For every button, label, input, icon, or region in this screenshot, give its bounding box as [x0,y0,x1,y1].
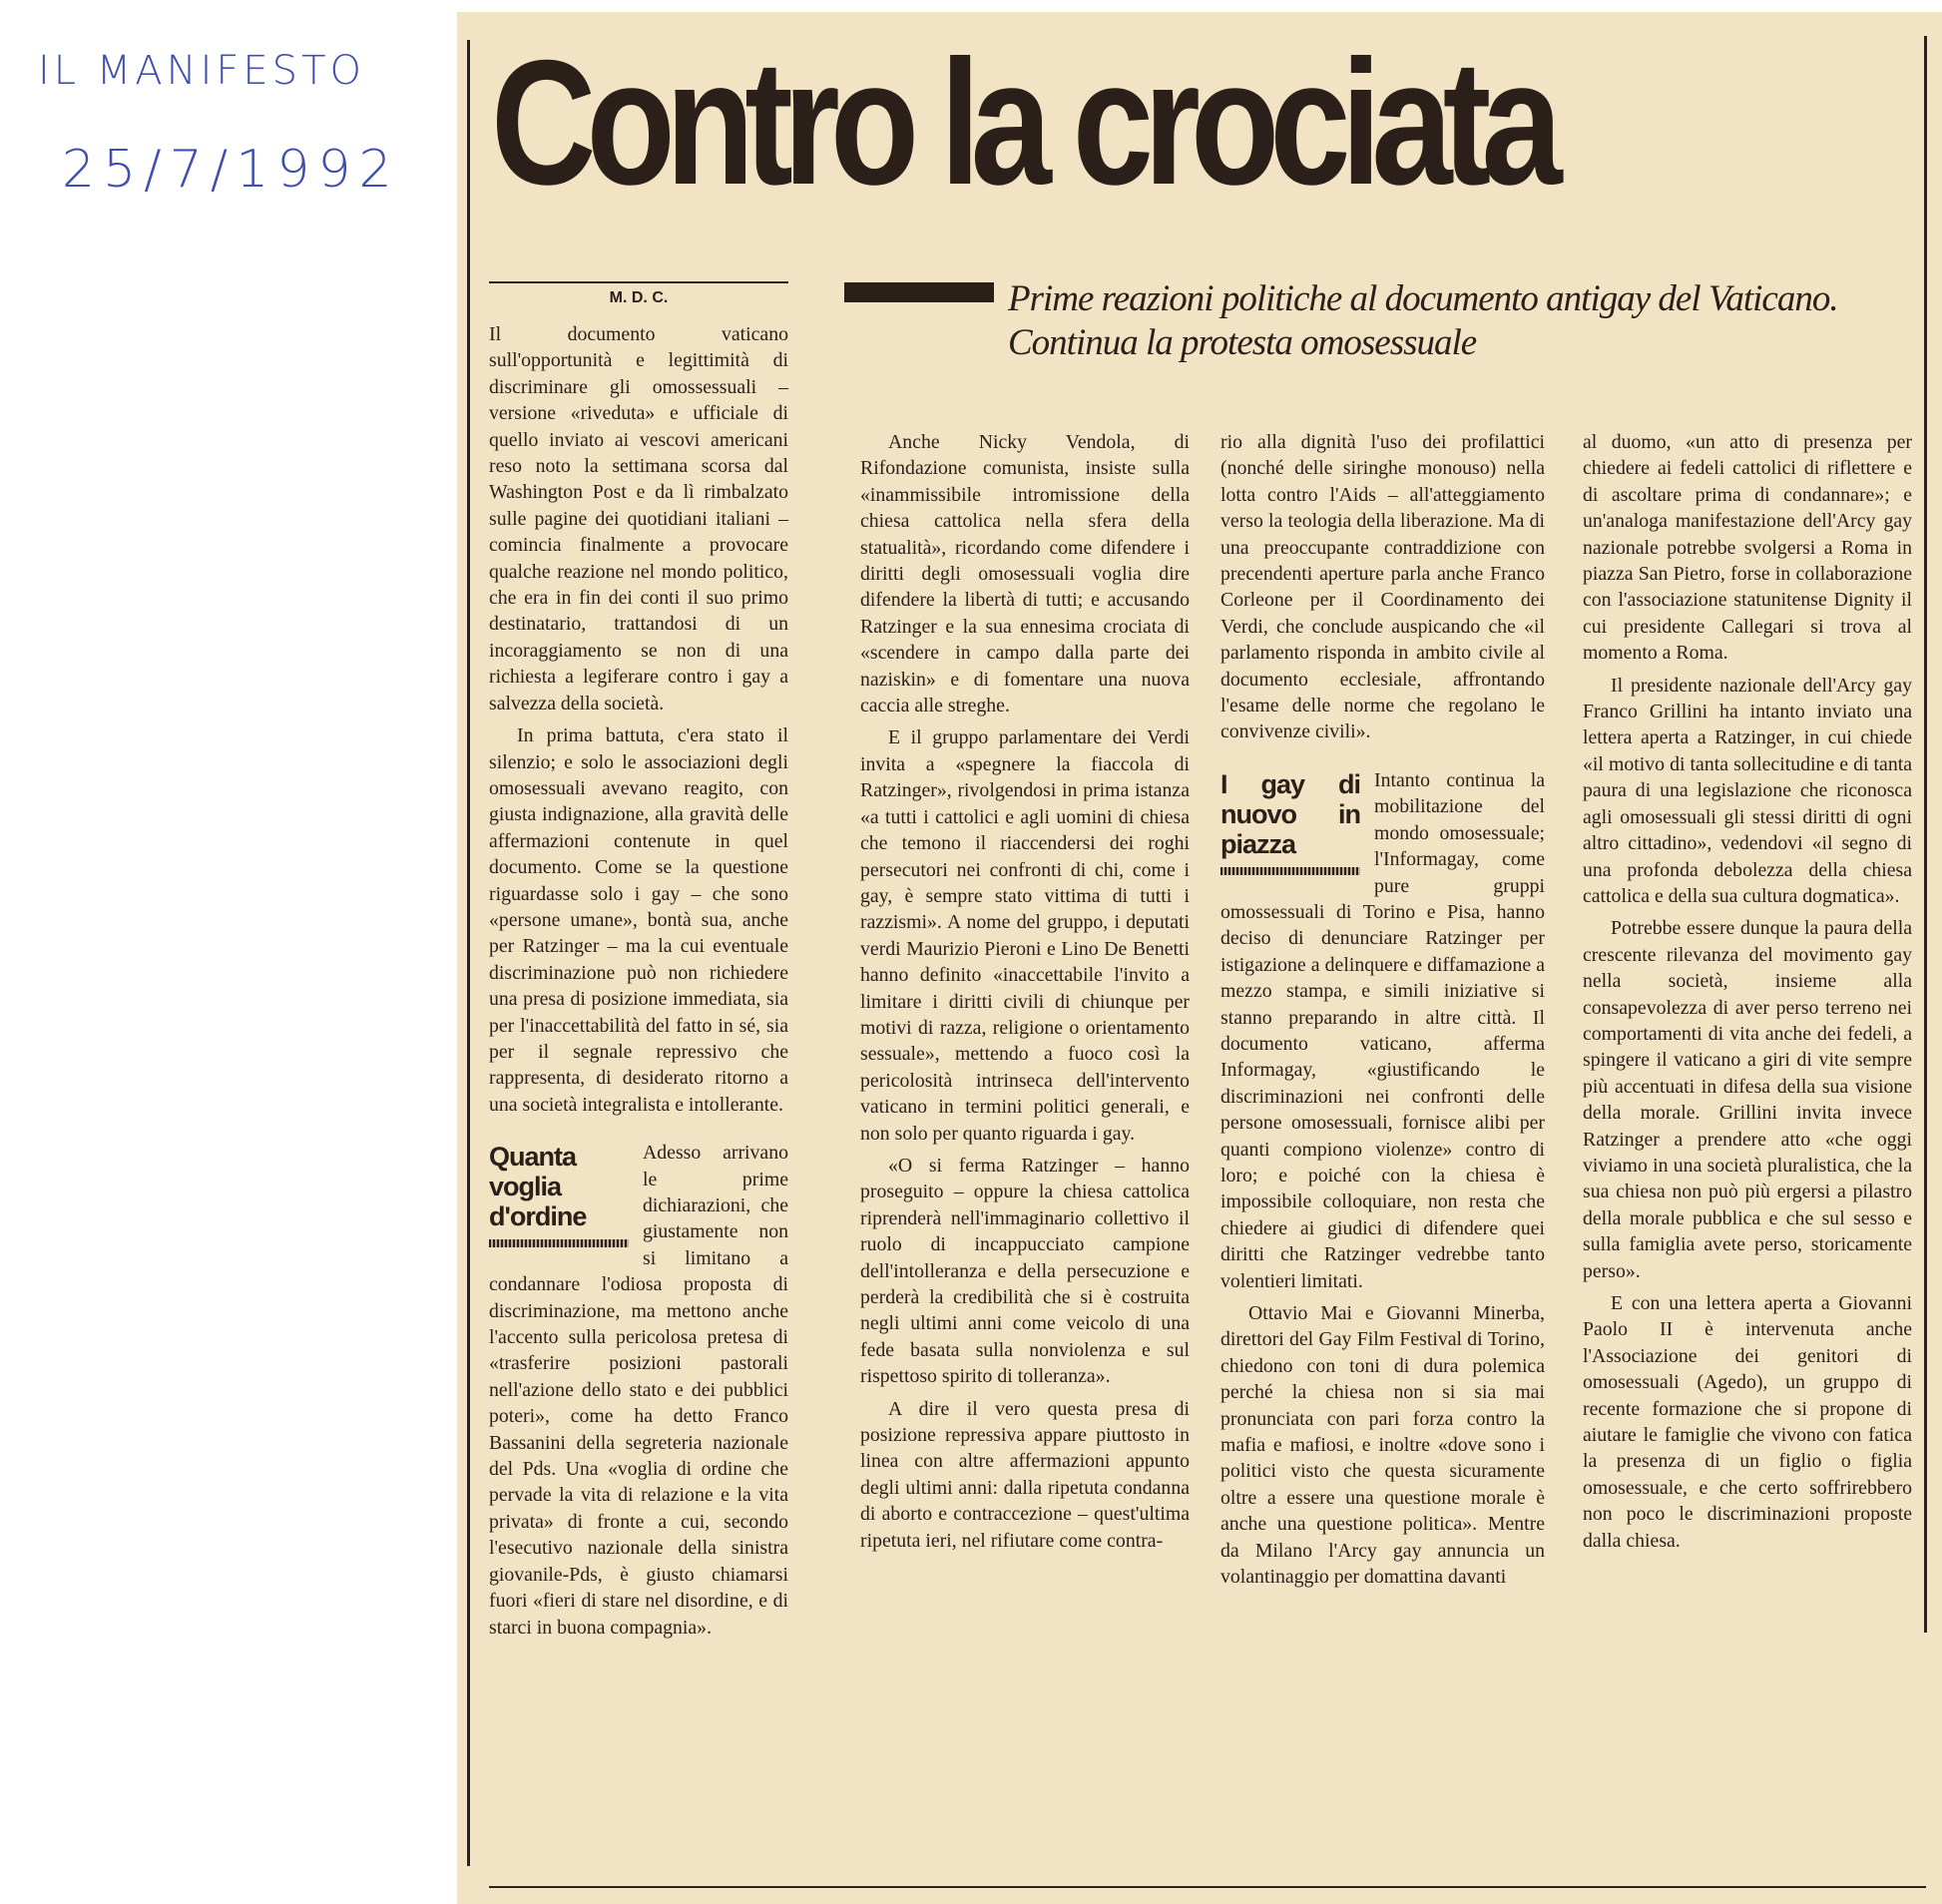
byline: M. D. C. [609,289,669,306]
clipping-border-right [1924,36,1927,1633]
paragraph: Anche Nicky Vendola, di Rifondazione comunista, insiste sulla «inammissibile intromissione della chiesa cattolica nella sfera della statualità», ricordando come difendere i diritti degli omosessuali voglia dire difendere la libertà di tutti; e accusando Ratzinger e la sua ennesima crociata di «scendere in campo dalla parte dei naziskin» e di fomentare una nuova caccia alle streghe. [860,431,1190,717]
paragraph: A dire il vero questa presa di posizione repressiva appare piuttosto in linea con altre affermazioni appunto degli ultimi anni: dalla ripetuta condanna di aborto e contraccezione – quest'ultima ripetuta ieri, nel rifiutare come contra- [860,1397,1190,1552]
paragraph: Intanto continua la mobilitazione del mondo omosessuale; l'Informagay, come pure gruppi omossessuali di Torino e Pisa, hanno deciso di denunciare Ratzinger per istigazione a delinquere e diffamazione a mezzo stampa, e simili iniziative si stanno preparando in altre città. Il documento vaticano, afferma Informagay, «giustificando le discriminazioni nei confronti delle persone omosessuali, fornisce alibi per quanti compiono violenze» contro di loro; e poiché con la chiesa è impossibile colloquiare, non resta che chiedere ai giudici di difendere quei diritti che Ratzinger vedrebbe tanto volentieri limitati. [1220,768,1545,1292]
paragraph: rio alla dignità l'uso dei profilattici (nonché delle siringhe monouso) nella lotta contro l'Aids – all'atteggiamento verso la teologia della liberazione. Ma di una preoccupante contraddizione con precendenti aperture parla anche Franco Corleone per il Coordinamento dei Verdi, che conclude auspicando che «il parlamento risponda in ambito civile al documento ecclesiale, affrontando l'esame delle norme che regolano le convivenze civili». [1220,431,1545,743]
paragraph: Potrebbe essere dunque la paura della crescente rilevanza del movimento gay nella società, insieme alla consapevolezza di aver perso terreno nei comportamenti di vita anche dei fedeli, a spingere il vaticano a giri di vite sempre più accentuati in difesa della sua visione della morale. Grillini invita invece Ratzinger a prendere atto «che oggi viviamo in una società pluralistica, che la sua chiesa non può più ergersi a pilastro della morale pubblica e che sul sesso e sulla famiglia avete perso, storicamente perso». [1583,917,1912,1282]
paragraph: «O si ferma Ratzinger – hanno proseguito – oppure la chiesa cattolica riprenderà nell'immaginario collettivo il ruolo di incappucciato campione dell'intolleranza e della persecuzione e perderà la credibilità che si è costruita negli ultimi anni come veicolo di una fede basata sulla nonviolenza e sul rispettoso spirito di tolleranza». [860,1154,1190,1388]
section-heading [1220,769,1360,875]
byline-rule [489,281,788,283]
paragraph: E con una lettera aperta a Giovanni Paolo II è intervenuta anche l'Associazione dei genitori di omosessuali (Agedo), un gruppo di recente formazione che si propone di aiutare le famiglie che vivono con fatica la presenza di un figlio o figlia omosessuale, e che certo soffrirebbero non poco le discriminazioni proposte dalla chiesa. [1583,1292,1912,1552]
column-3 [1220,429,1545,1590]
headline: Contro la crociata [491,23,1553,222]
column-1 [489,321,788,1641]
paragraph: Il presidente nazionale dell'Arcy gay Franco Grillini ha intanto inviato una lettera aperta a Ratzinger, in cui chiede «il motivo di tanta sollecitudine e di tanta paura di una legislazione che riconosca agli omosessuali gli stessi diritti di ogni altro cittadino», vedendovi «il segno di una profonda debolezza della chiesa cattolica e della sua cultura dogmatica». [1583,674,1912,907]
handwritten-date: 25/7/1992 [62,140,400,200]
paragraph: Adesso arrivano le prime dichiarazioni, che giustamente non si limitano a condannare l'odiosa proposta di discriminazione, ma mettono anche l'accento sulla pericolosa pretesa di «trasferire posizioni pastorali nell'azione dello stato e dei pubblici poteri», come ha detto Franco Bassanini della segreteria nazionale del Pds. Una «voglia di ordine che pervade la vita di relazione e la vita privata» di fronte a cui, secondo l'esecutivo nazionale della sinistra giovanile-Pds, è giusto chiamarsi fuori «fieri di stare nel disordine, e di starci in buona compagnia». [489,1142,788,1639]
paragraph: In prima battuta, c'era stato il silenzio; e solo le associazioni degli omosessuali avevano reagito, con giusta indignazione, alla gravità delle affermazioni contenute in quel documento. Come se la questione riguardasse solo i gay – che sono «persone umane», bontà sua, anche per Ratzinger – ma la cui eventuale discriminazione può non richiedere una presa di posizione immediata, sia per l'inaccettabilità del fatto in sé, sia per il segnale repressivo che rappresenta, di desiderato ritorno a una società integralista e intollerante. [489,724,788,1116]
section-heading-text: I gay di nuovo in piazza [1220,768,1360,859]
heading-stripe [1220,867,1360,875]
clipping-border-bottom [489,1886,1926,1888]
section-heading-text: Quanta voglia d'ordine [489,1142,587,1232]
clipping-border-left [467,40,470,1866]
paragraph: al duomo, «un atto di presenza per chiedere ai fedeli cattolici di riflettere e di ascoltare prima di condannare»; e un'analoga manifestazione dell'Arcy gay nazionale potrebbe svolgersi a Roma in piazza San Pietro, forse in collaborazione con l'associazione statunitense Dignity il cui presidente Callegari si trova al momento a Roma. [1583,431,1912,665]
section-heading [489,1142,629,1247]
column-4 [1583,429,1912,1554]
paragraph: Ottavio Mai e Giovanni Minerba, direttori del Gay Film Festival di Torino, chiedono con toni di dura polemica perché la chiesa non si sia mai pronunciata con pari forza contro la mafia e mafiosi, e inoltre «dove sono i politici visto che questa sicuramente oltre a essere una questione morale è anche una questione politica». Mentre da Milano l'Arcy gay annuncia un volantinaggio per domattina davanti [1220,1302,1545,1589]
handwritten-publication: IL MANIFESTO [38,48,365,94]
subhead-bar [844,282,994,302]
subhead: Prime reazioni politiche al documento antigay del Vaticano. Continua la protesta omosessuale [1008,278,1838,363]
heading-stripe [489,1239,629,1247]
column-2 [860,429,1190,1554]
paragraph: Il documento vaticano sull'opportunità e legittimità di discriminare gli omossessuali – versione «riveduta» e ufficiale di quello inviato ai vescovi americani reso noto la settimana scorsa dal Washington Post e da lì rimbalzato sulle pagine dei quotidiani italiani – comincia finalmente a provocare qualche reazione nel mondo politico, che era in fin dei conti il suo primo destinatario, trattandosi di un incoraggiamento se non di una richiesta a legiferare contro i gay a salvezza della società. [489,323,788,714]
paragraph: E il gruppo parlamentare dei Verdi invita a «spegnere la fiaccola di Ratzinger», rivolgendosi in prima istanza «a tutti i cattolici e agli uomini di chiesa che temono il riaccendersi dei roghi persecutori nei confronti di chi, come i gay, è sempre stato vittima di tutti i razzismi». A nome del gruppo, i deputati verdi Maurizio Pieroni e Lino De Benetti hanno definito «inaccettabile l'invito a limitare i diritti civili di chiunque per motivi di razza, religione o orientamento sessuale», mettendo a fuoco così la pericolosità intrinseca dell'intervento vaticano in termini politici generali, e non solo per quanto riguarda i gay. [860,726,1190,1145]
